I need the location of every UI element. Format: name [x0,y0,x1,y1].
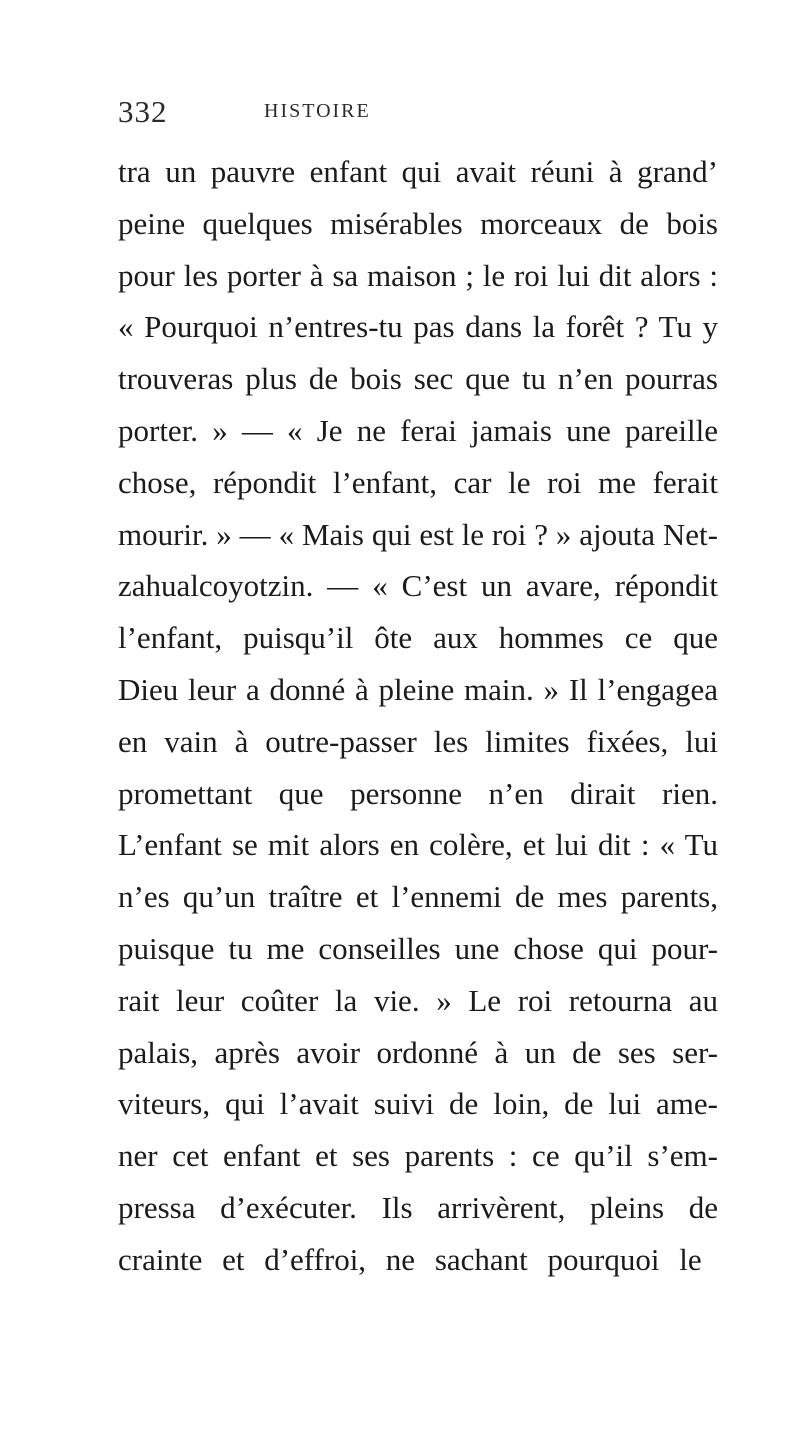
text-line: mourir. » — « Mais qui est le roi ? » ajouta Net- [118,516,718,552]
text-line: trouveras plus de bois sec que tu n’en pourras [118,361,718,397]
text-line: chose, répondit l’enfant, car le roi me ferait [118,464,718,500]
text-line: tra un pauvre enfant qui avait réuni à grand’ [118,154,718,189]
text-line: crainte et d’effroi, ne sachant pourquoi le [118,1241,702,1277]
text-line: pour les porter à sa maison ; le roi lui dit alors : [118,257,718,293]
text-line: l’enfant, puisqu’il ôte aux hommes ce que [118,620,718,656]
text-line: rait leur coûter la vie. » Le roi retourna au [118,982,718,1018]
text-line: en vain à outre-passer les limites fixées, lui [118,723,718,759]
page-number: 332 [118,94,168,129]
body-text [118,146,718,1286]
text-line: promettant que personne n’en dirait rien. [118,775,718,811]
text-line: porter. » — « Je ne ferai jamais une pareille [118,412,718,448]
text-line: ner cet enfant et ses parents : ce qu’il s’em- [118,1138,718,1174]
text-line: puisque tu me conseilles une chose qui pour- [118,930,718,966]
running-head [118,94,718,134]
text-line: L’enfant se mit alors en colère, et lui dit : « Tu [118,827,718,863]
text-line: « Pourquoi n’entres-tu pas dans la forêt ? Tu y [118,309,718,345]
text-line: peine quelques misérables morceaux de bois [118,205,718,241]
text-line: zahualcoyotzin. — « C’est un avare, répondit [118,568,718,604]
text-line: pressa d’exécuter. Ils arrivèrent, pleins de [118,1189,718,1225]
text-line: viteurs, qui l’avait suivi de loin, de lui ame- [118,1086,718,1122]
text-line: n’es qu’un traître et l’ennemi de mes parents, [118,879,718,915]
running-title: HISTOIRE [264,100,371,122]
text-line: palais, après avoir ordonné à un de ses ser- [118,1034,718,1070]
text-line: Dieu leur a donné à pleine main. » Il l’engagea [118,671,718,707]
